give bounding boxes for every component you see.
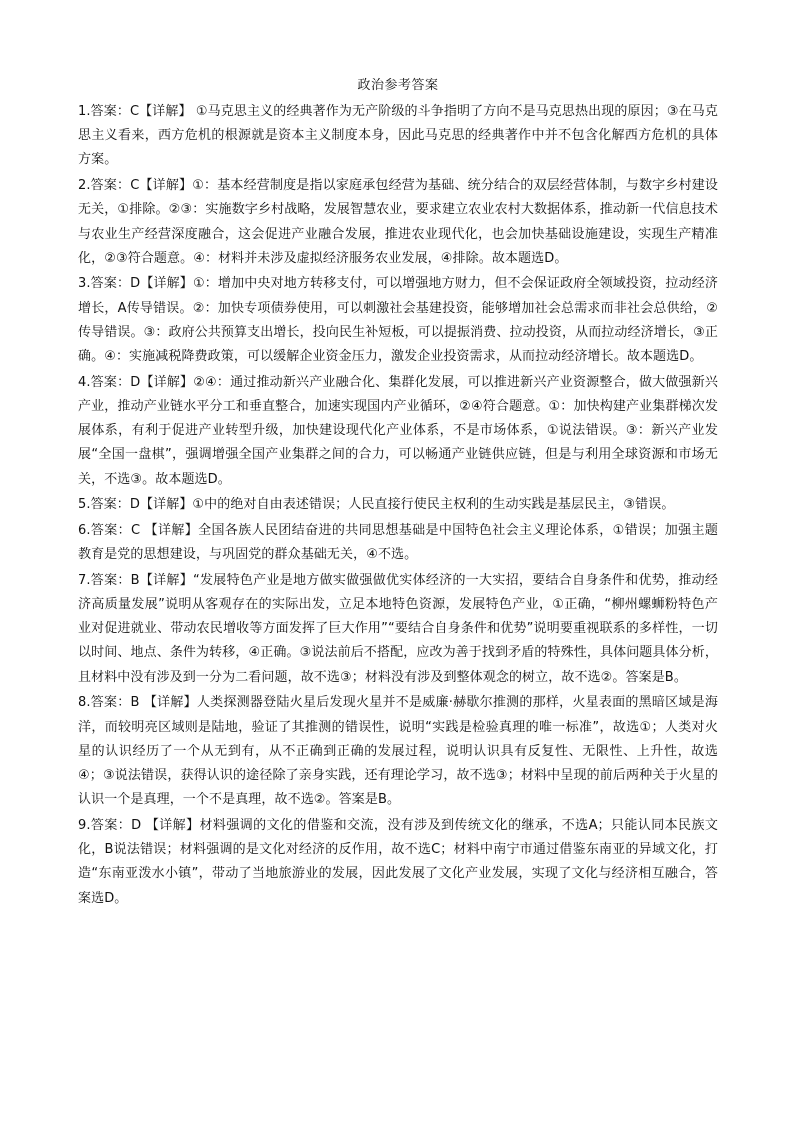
answer-item-3: 3.答案：D【详解】①：增加中央对地方转移支付，可以增强地方财力，但不会保证政府全领域投资，拉动经济增长，A传导错误。②：加快专项债券使用，可以刺激社会基建投资，能够增加社会总需求而非社会总供给，②传导错误。③：政府公共预算支出增长，投向民生补短板，可以提振消费、拉动投资，从而拉动经济增长，③正确。④：实施减税降费政策，可以缓解企业资金压力，激发企业投资需求，从而拉动经济增长。故本题选D。 — [78, 276, 718, 365]
answer-item-1: 1.答案：C【详解】 ①马克思主义的经典著作为无产阶级的斗争指明了方向不是马克思热出现的原因；③在马克思主义看来，西方危机的根源就是资本主义制度本身，因此马克思的经典著作中并不包含化解西方危机的具体方案。 — [78, 104, 718, 168]
answer-item-7: 7.答案：B【详解】“发展特色产业是地方做实做强做优实体经济的一大实招，要结合自身条件和优势，推动经济高质量发展”说明从客观存在的实际出发，立足本地特色资源，发展特色产业，①正确，“柳州螺蛳粉特色产业对促进就业、带动农民增收等方面发挥了巨大作用”“要结合自身条件和优势”说明要重视联系的多样性，一切以时间、地点、条件为转移，④正确。③说法前后不搭配，应改为善于找到矛盾的特殊性，具体问题具体分析，且材料中没有涉及到一分为二看问题，故不选③；材料没有涉及到整体观念的树立，故不选②。答案是B。 — [78, 572, 718, 685]
answer-item-2: 2.答案：C【详解】①：基本经营制度是指以家庭承包经营为基础、统分结合的双层经营体制，与数字乡村建设无关，①排除。②③：实施数字乡村战略，发展智慧农业，要求建立农业农村大数据体系，推动新一代信息技术与农业生产经营深度融合，这会促进产业融合发展，推进农业现代化，也会加快基础设施建设，实现生产精准化，②③符合题意。④：材料并未涉及虚拟经济服务农业发展，④排除。故本题选D。 — [78, 178, 718, 266]
answer-item-6: 6.答案：C 【详解】全国各族人民团结奋进的共同思想基础是中国特色社会主义理论体系，①错误；加强主题教育是党的思想建设，与巩固党的群众基础无关，④不选。 — [78, 522, 718, 563]
answer-item-8: 8.答案：B 【详解】人类探测器登陆火星后发现火星并不是威廉·赫歇尔推测的那样，火星表面的黑暗区域是海洋，而较明亮区域则是陆地，验证了其推测的错误性，说明“实践是检验真理的唯一标准”，故选①；人类对火星的认识经历了一个从无到有，从不正确到正确的发展过程，说明认识具有反复性、无限性、上升性，故选④；③说法错误，获得认识的途径除了亲身实践，还有理论学习，故不选③；材料中呈现的前后两种关于火星的认识一个是真理，一个不是真理，故不选②。答案是B。 — [78, 695, 718, 808]
page-title: 政治参考答案 — [357, 78, 439, 93]
answer-item-9: 9.答案：D 【详解】材料强调的文化的借鉴和交流，没有涉及到传统文化的继承，不选A；只能认同本民族文化，B说法错误；材料强调的是文化对经济的反作用，故不选C；材料中南宁市通过借鉴东南亚的异域文化，打造“东南亚泼水小镇”，带动了当地旅游业的发展，因此发展了文化产业发展，实现了文化与经济相互融合，答案选D。 — [78, 817, 718, 906]
answer-document — [78, 76, 718, 912]
answer-item-5: 5.答案：D【详解】①中的绝对自由表述错误；人民直接行使民主权利的生动实践是基层民主，③错误。 — [78, 497, 675, 513]
answer-item-4: 4.答案：D【详解】②④：通过推动新兴产业融合化、集群化发展，可以推进新兴产业资源整合，做大做强新兴产业，推动产业链水平分工和垂直整合，加速实现国内产业循环，②④符合题意。①：加快构建产业集群梯次发展体系，有利于促进产业转型升级，加快建设现代化产业体系，不是市场体系，①说法错误。③：新兴产业发展“全国一盘棋”，强调增强全国产业集群之间的合力，可以畅通产业链供应链，但是与利用全球资源和市场无关，不选③。故本题选D。 — [78, 374, 718, 487]
